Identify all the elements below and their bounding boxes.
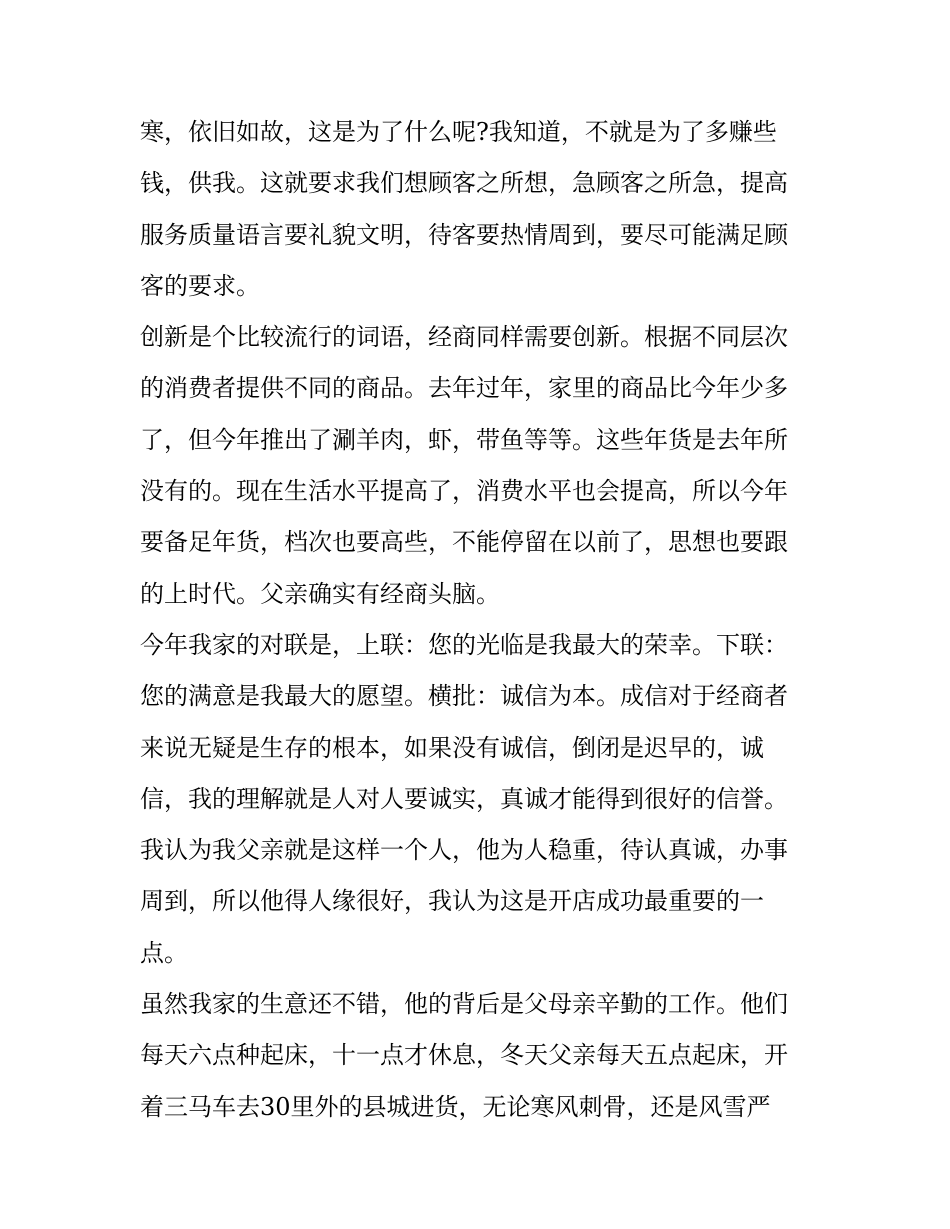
text-line: 的消费者提供不同的商品。去年过年，家里的商品比今年少多 xyxy=(140,374,788,403)
text-line: 我认为我父亲就是这样一个人，他为人稳重，待认真诚，办事 xyxy=(140,836,788,865)
text-line: 没有的。现在生活水平提高了，消费水平也会提高，所以今年 xyxy=(140,477,788,506)
text-line: 客的要求。 xyxy=(140,271,260,300)
document-body xyxy=(140,107,815,1133)
text-line: 的上时代。父亲确实有经商头脑。 xyxy=(140,579,500,608)
text-line: 要备足年货，档次也要高些，不能停留在以前了，思想也要跟 xyxy=(140,528,788,557)
text-line: 您的满意是我最大的愿望。横批：诚信为本。成信对于经商者 xyxy=(140,682,788,711)
text-line: 寒，依旧如故，这是为了什么呢?我知道，不就是为了多赚些 xyxy=(140,118,777,146)
text-line: 点。 xyxy=(140,938,188,967)
text-line: 服务质量语言要礼貌文明，待客要热情周到，要尽可能满足顾 xyxy=(140,220,788,249)
text-line: 创新是个比较流行的词语，经商同样需要创新。根据不同层次 xyxy=(140,323,788,352)
text-line: 来说无疑是生存的根本，如果没有诚信，倒闭是迟早的，诚 xyxy=(140,733,764,762)
text-line: 信，我的理解就是人对人要诚实，真诚才能得到很好的信誉。 xyxy=(140,784,788,813)
text-line: 周到，所以他得人缘很好，我认为这是开店成功最重要的一 xyxy=(140,887,764,916)
text-line: 着三马车去30里外的县城进货，无论寒风刺骨，还是风雪严 xyxy=(140,1092,771,1121)
text-line: 虽然我家的生意还不错，他的背后是父母亲辛勤的工作。他们 xyxy=(140,990,788,1019)
text-line: 了，但今年推出了涮羊肉，虾，带鱼等等。这些年货是去年所 xyxy=(140,425,788,454)
text-line: 今年我家的对联是，上联：您的光临是我最大的荣幸。下联： xyxy=(140,630,788,659)
text-line: 每天六点种起床，十一点才休息，冬天父亲每天五点起床，开 xyxy=(140,1041,788,1070)
text-line: 钱，供我。这就要求我们想顾客之所想，急顾客之所急，提高 xyxy=(140,169,788,198)
